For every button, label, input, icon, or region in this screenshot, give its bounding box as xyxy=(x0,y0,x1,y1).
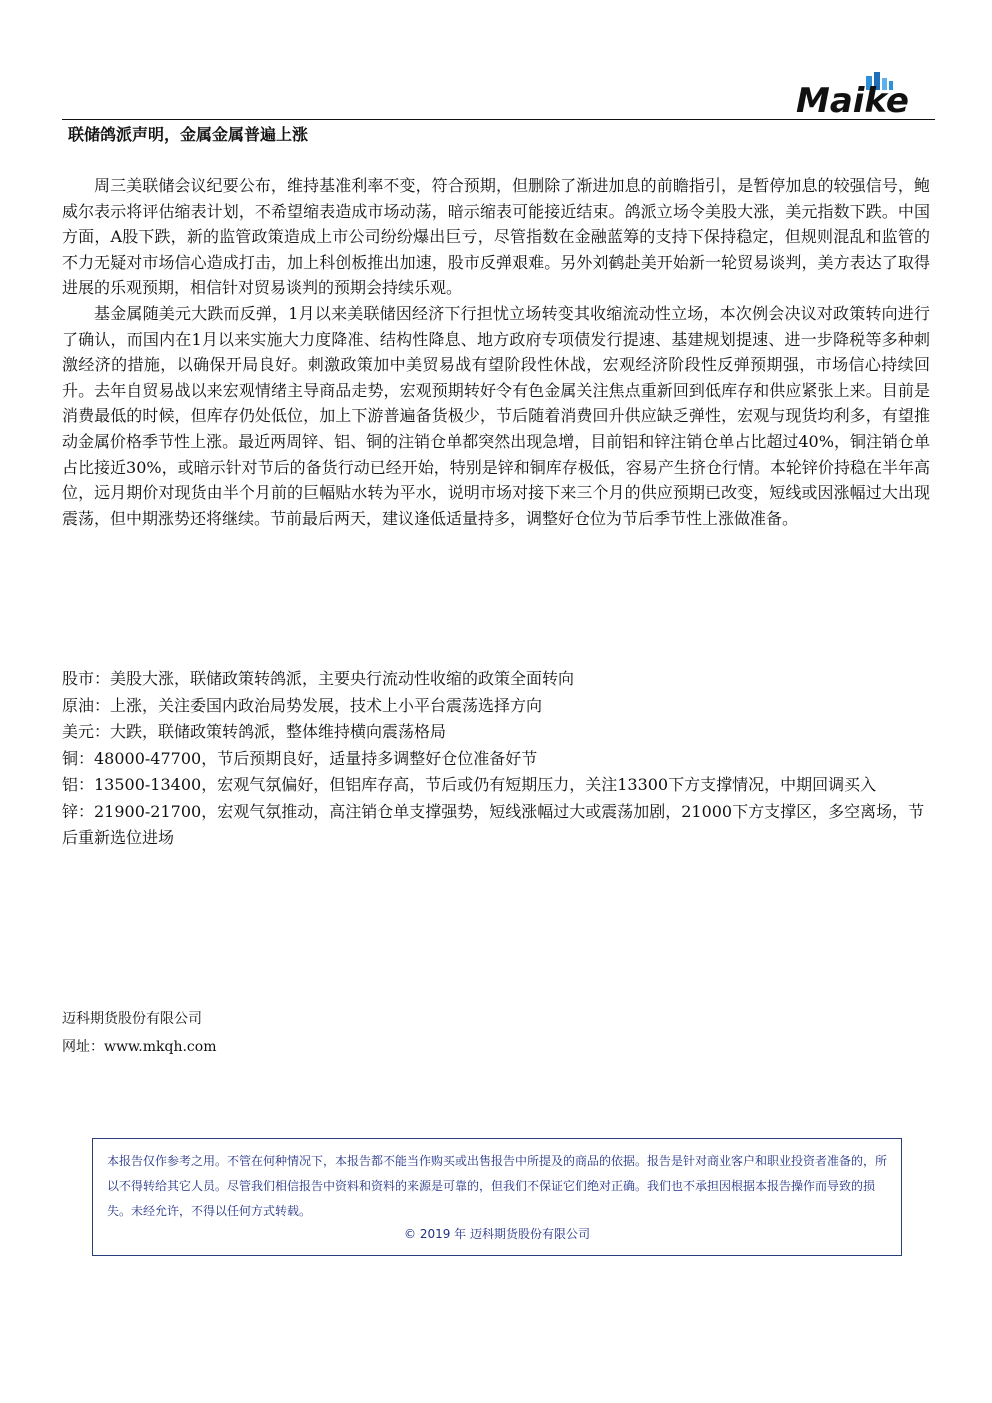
disclaimer-text: 本报告仅作参考之用。不管在何种情况下，本报告都不能当作购买或出售报告中所提及的商品的依据。报告是针对商业客户和职业投资者准备的，所以不得转给其它人员。尽管我们相信报告中资料和资料的来源是可靠的，但我们不保证它们绝对正确。我们也不承担因根据本报告操作而导致的损失。未经允许，不得以任何方式转载。 xyxy=(107,1154,888,1218)
body-paragraph-2: 基金属随美元大跌而反弹，1月以来美联储因经济下行担忧立场转变其收缩流动性立场，本次例会决议对政策转向进行了确认，而国内在1月以来实施大力度降准、结构性降息、地方政府专项债发行提速、基建规划提速、进一步降税等多种刺激经济的措施，以确保开局良好。刺激政策加中美贸易战有望阶段性休战，宏观经济阶段性反弹预期强，市场信心持续回升。去年自贸易战以来宏观情绪主导商品走势，宏观预期转好令有色金属关注焦点重新回到低库存和供应紧张上来。目前是消费最低的时候，但库存仍处低位，加上下游普遍备货极少，节后随着消费回升供应缺乏弹性，宏观与现货均利多，有望推动金属价格季节性上涨。最近两周锌、铝、铜的注销仓单都突然出现急增，目前铝和锌注销仓单占比超过40%，铜注销仓单占比接近30%，或暗示针对节后的备货行动已经开始，特别是锌和铜库存极低，容易产生挤仓行情。本轮锌价持稳在半年高位，远月期价对现货由半个月前的巨幅贴水转为平水，说明市场对接下来三个月的供应预期已改变，短线或因涨幅过大出现震荡，但中期涨势还将继续。节前最后两天，建议逢低适量持多，调整好仓位为节后季节性上涨做准备。 xyxy=(62,303,930,528)
market-outlook-list xyxy=(62,666,930,852)
outlook-copper: 铜：48000-47700，节后预期良好，适量持多调整好仓位准备好节 xyxy=(62,748,538,768)
logo-text: Maike xyxy=(796,81,909,118)
disclaimer-box xyxy=(92,1138,902,1256)
outlook-stocks: 股市：美股大涨，联储政策转鸽派，主要央行流动性收缩的政策全面转向 xyxy=(62,669,575,688)
outlook-usd: 美元：大跌，联储政策转鸽派，整体维持横向震荡格局 xyxy=(62,722,447,741)
company-website: 网址：www.mkqh.com xyxy=(62,1039,217,1055)
header-divider xyxy=(62,119,935,120)
report-body xyxy=(62,173,930,531)
company-name: 迈科期货股份有限公司 xyxy=(62,1011,202,1027)
outlook-crude-oil: 原油：上涨，关注委国内政治局势发展，技术上小平台震荡选择方向 xyxy=(62,695,543,715)
copyright-notice: © 2019 年 迈科期货股份有限公司 xyxy=(404,1227,590,1241)
maike-logo xyxy=(794,72,934,118)
body-paragraph-1: 周三美联储会议纪要公布，维持基准利率不变，符合预期，但删除了渐进加息的前瞻指引，是暂停加息的较强信号，鲍威尔表示将评估缩表计划，不希望缩表造成市场动荡，暗示缩表可能接近结束。鸽派立场令美股大涨，美元指数下跌。中国方面，A股下跌，新的监管政策造成上市公司纷纷爆出巨亏，尽管指数在金融蓝筹的支持下保持稳定，但规则混乱和监管的不力无疑对市场信心造成打击，加上科创板推出加速，股市反弹艰难。另外刘鹤赴美开始新一轮贸易谈判，美方表达了取得进展的乐观预期，相信针对贸易谈判的预期会持续乐观。 xyxy=(62,176,930,298)
outlook-aluminum: 铝：13500-13400，宏观气氛偏好，但铝库存高，节后或仍有短期压力，关注13300下方支撑情况，中期回调买入 xyxy=(62,775,877,794)
outlook-zinc: 锌：21900-21700，宏观气氛推动，高注销仓单支撑强势，短线涨幅过大或震荡加剧，21000下方支撑区，多空离场，节后重新选位进场 xyxy=(62,801,925,847)
page-title: 联储鸽派声明，金属金属普遍上涨 xyxy=(68,125,309,144)
